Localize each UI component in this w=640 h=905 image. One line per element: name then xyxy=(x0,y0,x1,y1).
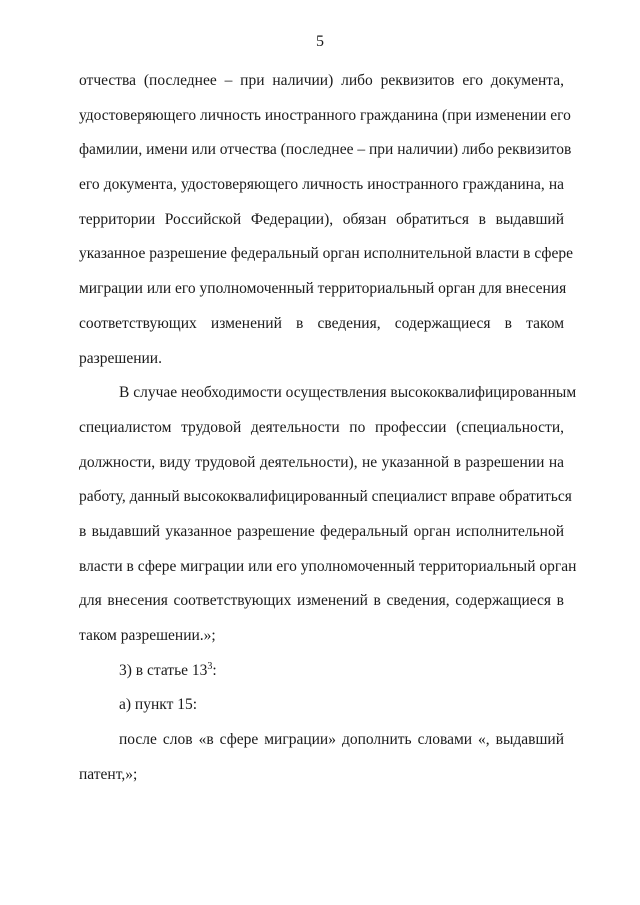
text-line: удостоверяющего личность иностранного гражданина (при изменении его xyxy=(79,106,571,124)
article-item-colon: : xyxy=(212,661,217,679)
page-number: 5 xyxy=(316,33,324,50)
text-line: соответствующих изменений в сведения, содержащиеся в таком xyxy=(79,314,564,332)
text-line: территории Российской Федерации), обязан обратиться в выдавший xyxy=(79,210,564,228)
text-line: таком разрешении.»; xyxy=(79,627,216,644)
text-line: власти в сфере миграции или его уполномоченный территориальный орган xyxy=(79,557,577,575)
subitem: а) пункт 15: xyxy=(119,696,198,714)
text-line: его документа, удостоверяющего личность иностранного гражданина, на xyxy=(79,176,564,194)
article-superscript: 3 xyxy=(207,660,213,672)
text-line: разрешении. xyxy=(79,349,162,367)
text-line: указанное разрешение федеральный орган исполнительной власти в сфере xyxy=(79,245,573,263)
article-item-text: 3) в статье 13 xyxy=(119,661,208,679)
paragraph-first-line: В случае необходимости осуществления высококвалифицированным xyxy=(119,384,577,402)
text-line: патент,»; xyxy=(79,765,138,783)
text-line: должности, виду трудовой деятельности), не указанной в разрешении на xyxy=(79,453,564,471)
text-line: работу, данный высококвалифицированный специалист вправе обратиться xyxy=(79,488,572,506)
article-item xyxy=(79,654,564,689)
text-line: в выдавший указанное разрешение федеральный орган исполнительной xyxy=(79,522,564,540)
text-line: для внесения соответствующих изменений в сведения, содержащиеся в xyxy=(79,592,564,610)
text-line: отчества (последнее – при наличии) либо реквизитов его документа, xyxy=(79,72,564,89)
paragraph-first-line: после слов «в сфере миграции» дополнить словами «, выдавший xyxy=(119,731,564,749)
text-line: миграции или его уполномоченный территориальный орган для внесения xyxy=(79,280,567,298)
text-line: фамилии, имени или отчества (последнее – при наличии) либо реквизитов xyxy=(79,141,572,159)
document-body xyxy=(79,64,577,792)
text-line: специалистом трудовой деятельности по профессии (специальности, xyxy=(79,418,564,436)
